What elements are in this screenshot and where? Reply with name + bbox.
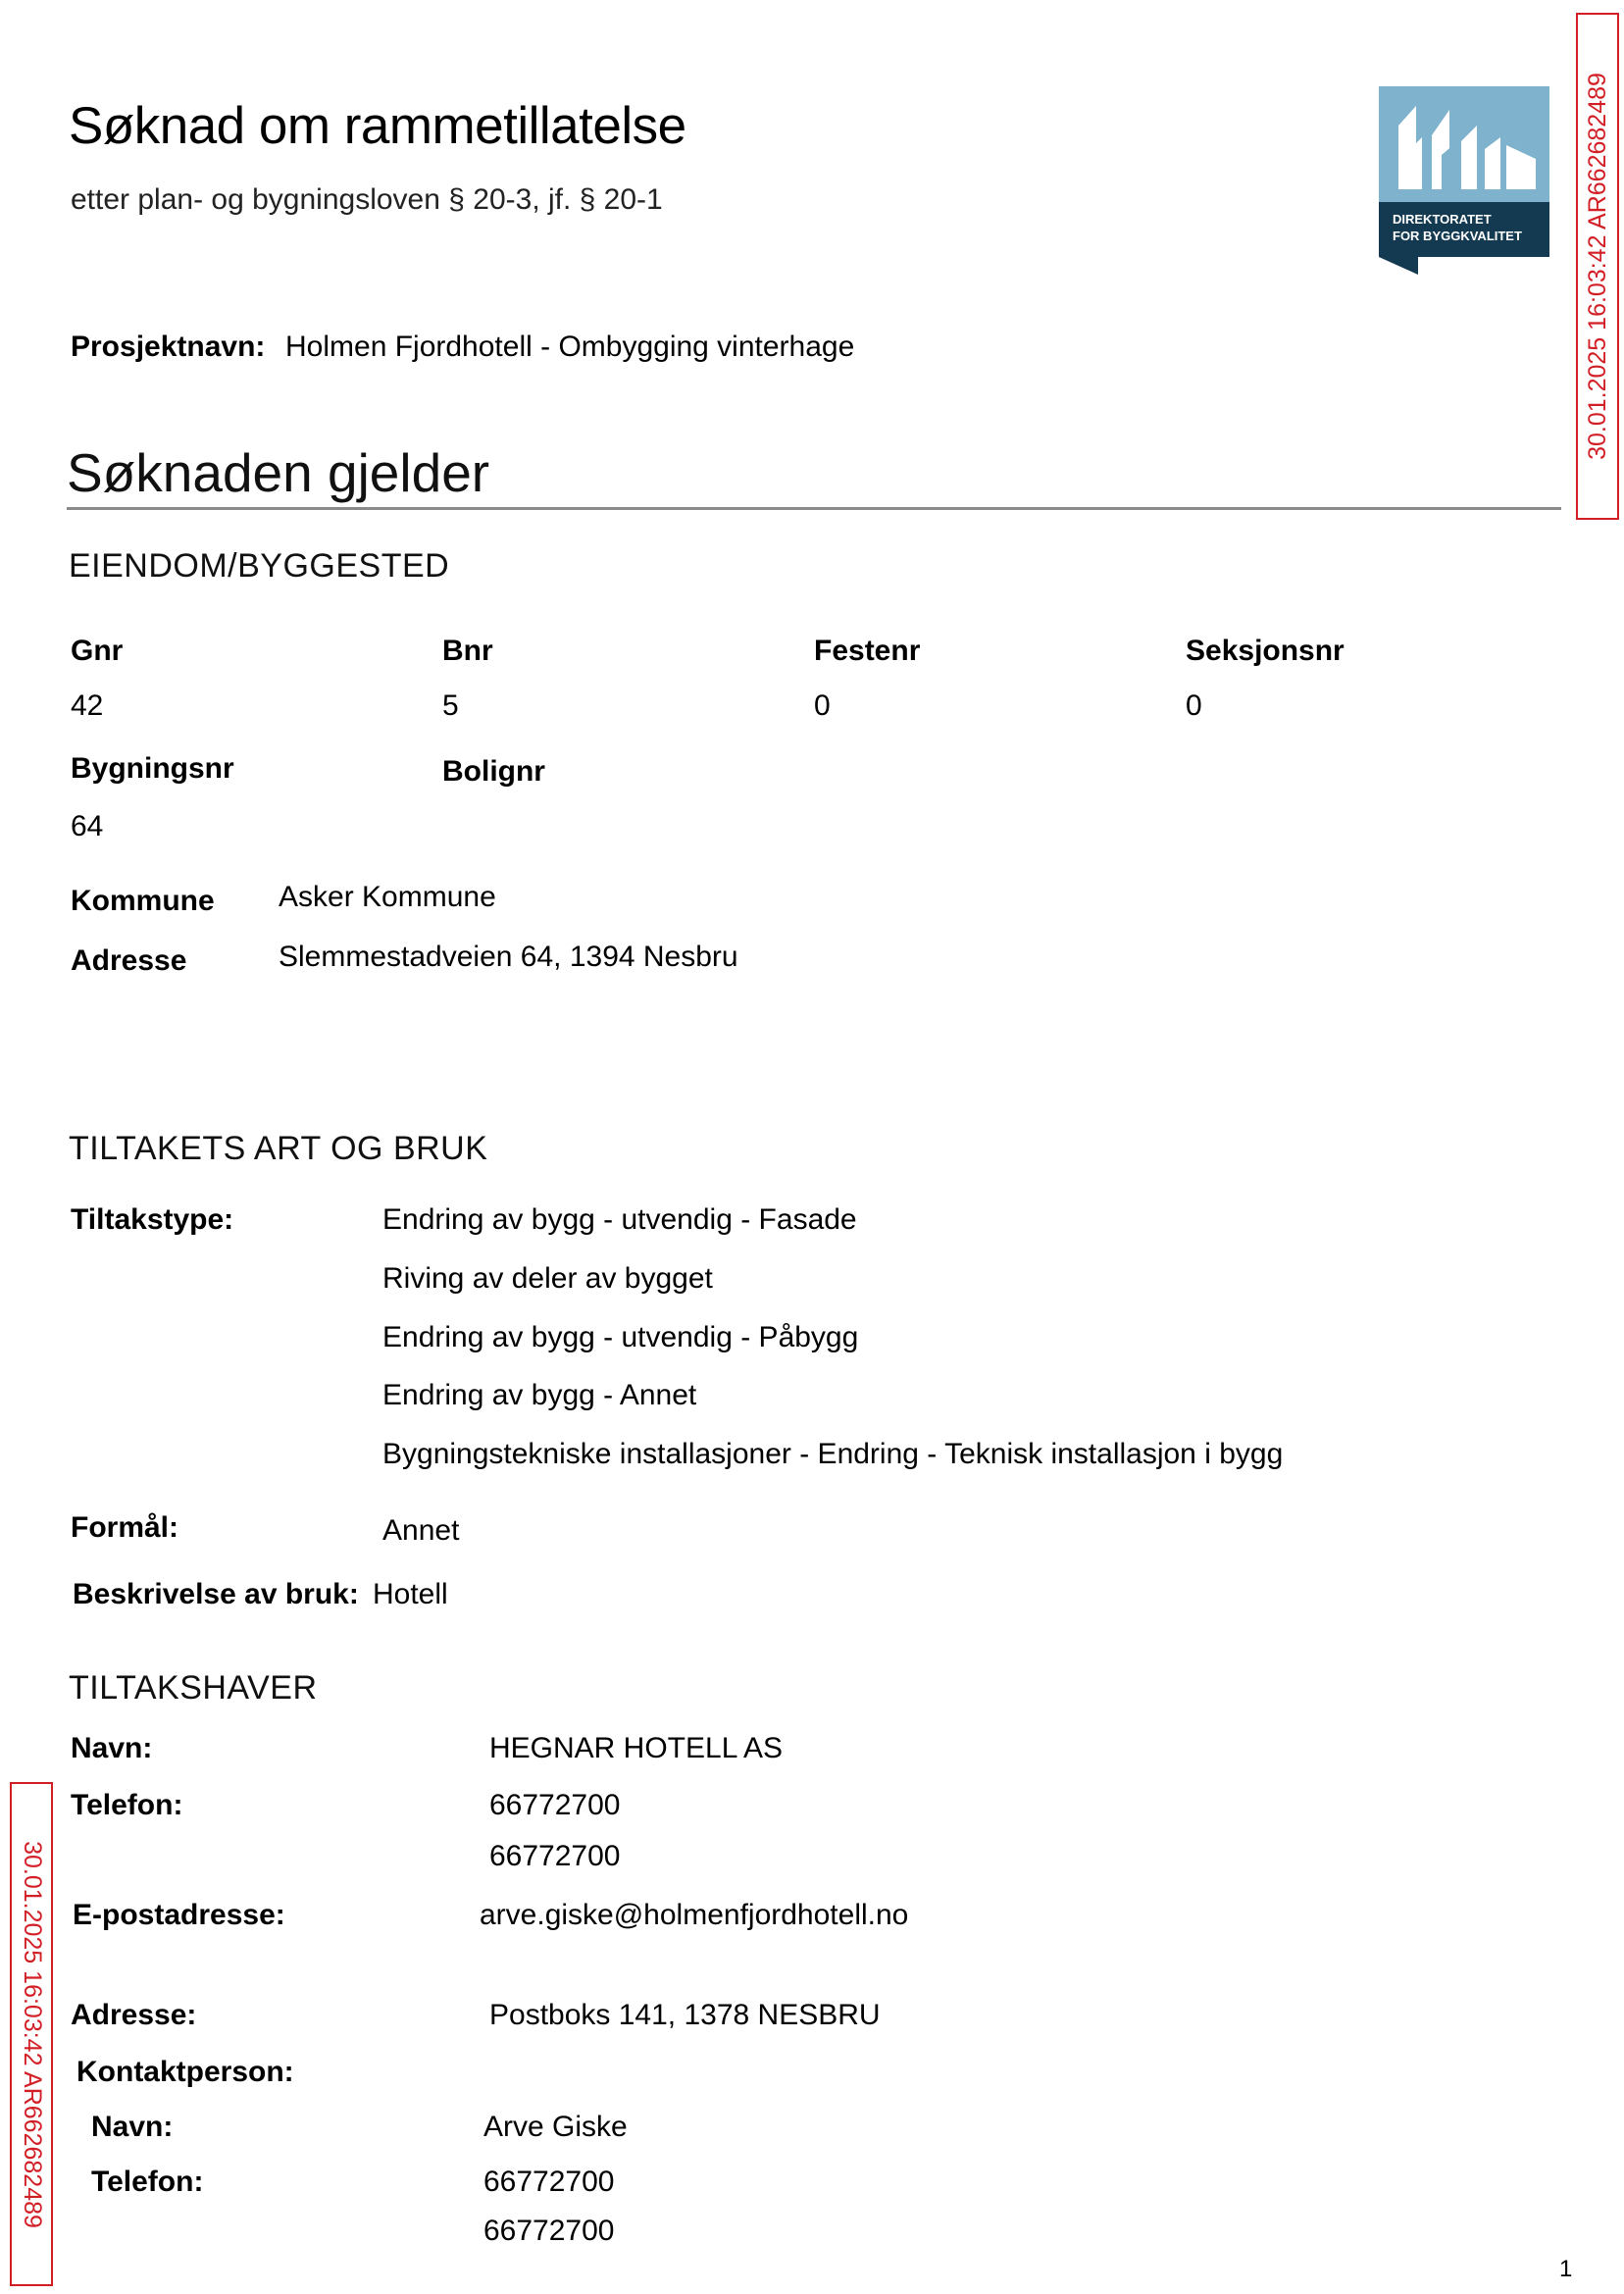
tiltakstype-label: Tiltakstype: [71, 1203, 234, 1236]
seksjonsnr-value: 0 [1186, 689, 1202, 722]
gnr-label: Gnr [71, 635, 124, 667]
section-title: Søknaden gjelder [67, 442, 490, 503]
stamp-text: 30.01.2025 16:03:42 AR662682489 [1583, 73, 1611, 460]
dibk-logo-icon [1379, 86, 1549, 275]
tiltakstype-item: Endring av bygg - utvendig - Påbygg [382, 1321, 859, 1353]
bnr-label: Bnr [442, 635, 493, 667]
page-number: 1 [1559, 2256, 1573, 2282]
kontakt-telefon-value: 66772700 [483, 2215, 615, 2247]
navn-label: Navn: [71, 1732, 153, 1764]
bolignr-label: Bolignr [442, 755, 545, 788]
tiltakstype-item: Bygningstekniske installasjoner - Endring - Teknisk installasjon i bygg [382, 1438, 1284, 1470]
stamp-text: 30.01.2025 16:03:42 AR662682489 [18, 1840, 46, 2228]
bruk-value: Hotell [373, 1578, 448, 1610]
telefon-value: 66772700 [489, 1789, 621, 1821]
epost-label: E-postadresse: [73, 1899, 285, 1931]
document-subtitle: etter plan- og bygningsloven § 20-3, jf. § 20-1 [71, 183, 663, 216]
adresse-label: Adresse [71, 944, 187, 977]
logo-text-1: DIREKTORATET [1393, 212, 1492, 227]
telefon-value: 66772700 [489, 1840, 621, 1872]
epost-value: arve.giske@holmenfjordhotell.no [480, 1899, 909, 1931]
tiltakstype-item: Riving av deler av bygget [382, 1262, 713, 1295]
logo-text-2: FOR BYGGKVALITET [1393, 229, 1522, 243]
kontakt-telefon-value: 66772700 [483, 2166, 615, 2198]
formal-value: Annet [382, 1514, 460, 1547]
bygningsnr-label: Bygningsnr [71, 752, 234, 785]
adresse-label: Adresse: [71, 1999, 197, 2031]
bnr-value: 5 [442, 689, 459, 722]
telefon-label: Telefon: [71, 1789, 183, 1821]
section-divider [67, 507, 1561, 510]
adresse-value: Postboks 141, 1378 NESBRU [489, 1999, 881, 2031]
seksjonsnr-label: Seksjonsnr [1186, 635, 1345, 667]
tiltak-heading: TILTAKETS ART OG BRUK [69, 1130, 488, 1167]
kontakt-navn-label: Navn: [91, 2111, 174, 2143]
kontakt-navn-value: Arve Giske [483, 2111, 628, 2143]
adresse-value: Slemmestadveien 64, 1394 Nesbru [279, 941, 738, 973]
timestamp-stamp [10, 1782, 53, 2286]
gnr-value: 42 [71, 689, 104, 722]
kontakt-telefon-label: Telefon: [91, 2166, 204, 2198]
tiltakshaver-heading: TILTAKSHAVER [69, 1669, 318, 1707]
kommune-value: Asker Kommune [279, 881, 496, 913]
project-label: Prosjektnavn: [71, 331, 266, 363]
timestamp-stamp [1576, 13, 1619, 520]
eiendom-heading: EIENDOM/BYGGESTED [69, 547, 450, 585]
tiltakstype-item: Endring av bygg - Annet [382, 1379, 697, 1411]
bruk-label: Beskrivelse av bruk: [73, 1578, 359, 1610]
formal-label: Formål: [71, 1511, 179, 1544]
festenr-value: 0 [814, 689, 831, 722]
navn-value: HEGNAR HOTELL AS [489, 1732, 783, 1764]
kommune-label: Kommune [71, 885, 215, 917]
project-name: Holmen Fjordhotell - Ombygging vinterhage [285, 331, 855, 363]
dibk-logo [1379, 86, 1549, 275]
bygningsnr-value: 64 [71, 810, 104, 842]
tiltakstype-item: Endring av bygg - utvendig - Fasade [382, 1203, 857, 1236]
kontaktperson-label: Kontaktperson: [76, 2056, 294, 2088]
festenr-label: Festenr [814, 635, 921, 667]
document-title: Søknad om rammetillatelse [69, 97, 686, 155]
